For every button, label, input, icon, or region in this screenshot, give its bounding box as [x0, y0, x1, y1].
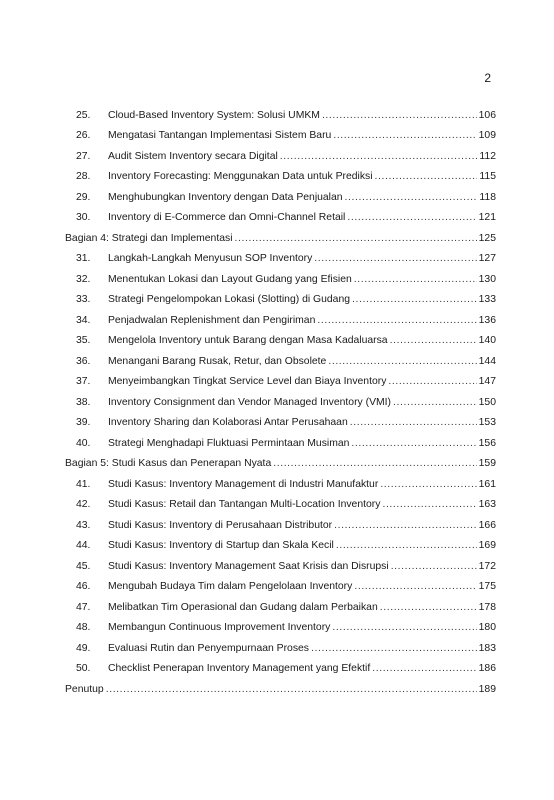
toc-entry-number: 32.	[76, 273, 91, 285]
toc-entry-title: Studi Kasus: Inventory di Perusahaan Distributor	[108, 519, 333, 531]
toc-entry-title: Menghubungkan Inventory dengan Data Penjualan	[108, 191, 343, 203]
toc-entry-page: 169	[478, 540, 496, 551]
toc-entry-title: Cloud-Based Inventory System: Solusi UMKM	[108, 109, 320, 121]
toc-entry-row[interactable]	[65, 491, 496, 512]
toc-entry-number: 40.	[76, 437, 91, 449]
dot-leader	[333, 130, 476, 142]
dot-leader	[382, 499, 476, 511]
toc-entry-number: 28.	[76, 171, 91, 182]
toc-entry-title: Evaluasi Rutin dan Penyempurnaan Proses	[108, 642, 310, 654]
toc-entry-title: Strategi Pengelompokan Lokasi (Slotting) di Gudang	[108, 294, 351, 305]
toc-entry-row[interactable]	[65, 286, 496, 307]
toc-entry-number: 45.	[76, 560, 91, 572]
toc-entry-row[interactable]	[65, 265, 496, 286]
dot-leader	[280, 151, 478, 163]
toc-entry-page: 150	[478, 396, 496, 408]
toc-entry-row[interactable]	[65, 368, 496, 389]
toc-entry-row[interactable]	[65, 429, 496, 450]
toc-entry-row[interactable]	[65, 347, 496, 368]
toc-entry-title: Inventory Consignment dan Vendor Managed Inventory (VMI)	[108, 396, 392, 408]
toc-entry-page: 180	[478, 622, 496, 633]
dot-leader	[347, 212, 476, 224]
toc-entry-title: Studi Kasus: Retail dan Tantangan Multi-Location Inventory	[108, 499, 381, 510]
toc-entry-page: 163	[478, 499, 496, 510]
toc-entry-page: 140	[478, 335, 496, 346]
toc-entry-row[interactable]	[65, 142, 496, 163]
toc-entry-row[interactable]	[65, 306, 496, 327]
toc-entry-row[interactable]	[65, 573, 496, 594]
toc-entry-title: Penjadwalan Replenishment dan Pengiriman	[108, 314, 316, 326]
dot-leader	[273, 458, 476, 470]
toc-entry-title: Inventory di E-Commerce dan Omni-Channel Retail	[108, 212, 346, 223]
toc-entry-page: 153	[478, 417, 496, 428]
toc-entry-title: Langkah-Langkah Menyusun SOP Inventory	[108, 253, 313, 264]
toc-entry-number: 36.	[76, 355, 91, 367]
dot-leader	[317, 315, 476, 327]
toc-entry-row[interactable]	[65, 183, 496, 204]
dot-leader	[354, 581, 476, 593]
toc-entry-row[interactable]	[65, 655, 496, 676]
toc-entry-title: Menyeimbangkan Tingkat Service Level dan Biaya Inventory	[108, 376, 387, 387]
toc-section-row[interactable]	[65, 224, 496, 245]
dot-leader	[380, 602, 477, 614]
toc-entry-page: 112	[479, 150, 496, 162]
dot-leader	[106, 684, 477, 696]
toc-entry-page: 109	[478, 130, 496, 141]
dot-leader	[375, 171, 478, 183]
toc-entry-number: 38.	[76, 396, 91, 408]
toc-entry-title: Menentukan Lokasi dan Layout Gudang yang Efisien	[108, 273, 352, 285]
toc-entry-row[interactable]	[65, 634, 496, 655]
toc-entry-title: Audit Sistem Inventory secara Digital	[108, 150, 278, 162]
toc-entry-number: 47.	[76, 601, 91, 613]
toc-entry-number: 48.	[76, 622, 91, 633]
toc-entry-row[interactable]	[65, 101, 496, 122]
dot-leader	[311, 643, 477, 655]
dot-leader	[314, 253, 476, 265]
toc-entry-row[interactable]	[65, 614, 496, 635]
toc-entry-title: Studi Kasus: Inventory Management di Industri Manufaktur	[108, 478, 379, 490]
dot-leader	[336, 540, 477, 552]
toc-entry-page: 106	[478, 109, 496, 121]
toc-entry-title: Menangani Barang Rusak, Retur, dan Obsolete	[108, 355, 327, 367]
table-of-contents	[65, 101, 496, 696]
toc-entry-row[interactable]	[65, 593, 496, 614]
dot-leader	[334, 520, 477, 532]
toc-entry-row[interactable]	[65, 409, 496, 430]
toc-entry-title: Mengelola Inventory untuk Barang dengan Masa Kadaluarsa	[108, 335, 388, 346]
toc-entry-title: Mengubah Budaya Tim dalam Pengelolaan Inventory	[108, 581, 353, 592]
toc-entry-row[interactable]	[65, 204, 496, 225]
toc-entry-page: 156	[478, 437, 496, 449]
dot-leader	[332, 622, 476, 634]
toc-entry-row[interactable]	[65, 388, 496, 409]
dot-leader	[372, 663, 476, 675]
toc-entry-title: Membangun Continuous Improvement Inventory	[108, 622, 331, 633]
page-number: 2	[484, 71, 491, 85]
toc-entry-page: 186	[478, 663, 496, 674]
toc-entry-page: 136	[478, 314, 496, 326]
toc-entry-page: 115	[479, 171, 496, 182]
toc-entry-row[interactable]	[65, 163, 496, 184]
toc-entry-page: 166	[478, 519, 496, 531]
toc-entry-number: 42.	[76, 499, 91, 510]
toc-entry-title: Inventory Sharing dan Kolaborasi Antar Perusahaan	[108, 417, 348, 428]
dot-leader	[322, 110, 477, 122]
toc-entry-number: 30.	[76, 212, 91, 223]
dot-leader	[391, 561, 477, 573]
dot-leader	[354, 274, 477, 286]
toc-entry-page: 183	[478, 642, 496, 654]
toc-entry-page: 172	[478, 560, 496, 572]
toc-entry-number: 43.	[76, 519, 91, 531]
toc-entry-title: Bagian 5: Studi Kasus dan Penerapan Nyata	[65, 458, 272, 469]
toc-entry-title: Studi Kasus: Inventory Management Saat Krisis dan Disrupsi	[108, 560, 389, 572]
toc-entry-number: 34.	[76, 314, 91, 326]
dot-leader	[345, 192, 478, 204]
toc-entry-title: Melibatkan Tim Operasional dan Gudang dalam Perbaikan	[108, 601, 378, 613]
toc-entry-number: 46.	[76, 581, 91, 592]
toc-section-row[interactable]	[65, 450, 496, 471]
toc-entry-title: Bagian 4: Strategi dan Implementasi	[65, 232, 233, 244]
toc-entry-page: 118	[479, 191, 496, 203]
dot-leader	[388, 376, 476, 388]
toc-entry-title: Mengatasi Tantangan Implementasi Sistem Baru	[108, 130, 332, 141]
toc-entry-number: 26.	[76, 130, 91, 141]
toc-entry-page: 178	[478, 601, 496, 613]
toc-entry-number: 29.	[76, 191, 91, 203]
toc-entry-number: 35.	[76, 335, 91, 346]
toc-entry-page: 144	[478, 355, 496, 367]
toc-entry-page: 133	[478, 294, 496, 305]
toc-entry-number: 37.	[76, 376, 91, 387]
toc-entry-page: 121	[478, 212, 496, 223]
toc-entry-page: 161	[478, 478, 496, 490]
toc-entry-page: 127	[478, 253, 496, 264]
dot-leader	[350, 417, 477, 429]
dot-leader	[380, 479, 476, 491]
toc-entry-row[interactable]	[65, 532, 496, 553]
dot-leader	[328, 356, 476, 368]
toc-entry-row[interactable]	[65, 552, 496, 573]
dot-leader	[351, 438, 476, 450]
toc-entry-title: Penutup	[65, 683, 104, 695]
dot-leader	[393, 397, 477, 409]
toc-entry-number: 44.	[76, 540, 91, 551]
toc-entry-page: 125	[478, 232, 496, 244]
toc-entry-title: Checklist Penerapan Inventory Management yang Efektif	[108, 663, 371, 674]
toc-entry-number: 25.	[76, 109, 91, 121]
dot-leader	[235, 233, 477, 245]
dot-leader	[352, 294, 477, 306]
toc-entry-title: Strategi Menghadapi Fluktuasi Permintaan Musiman	[108, 437, 350, 449]
toc-entry-row[interactable]	[65, 327, 496, 348]
toc-entry-number: 49.	[76, 642, 91, 654]
toc-section-row[interactable]	[65, 675, 496, 696]
toc-entry-title: Studi Kasus: Inventory di Startup dan Skala Kecil	[108, 540, 334, 551]
toc-entry-row[interactable]	[65, 470, 496, 491]
toc-entry-row[interactable]	[65, 122, 496, 143]
toc-entry-page: 130	[478, 273, 496, 285]
toc-entry-number: 41.	[76, 478, 91, 490]
toc-entry-number: 39.	[76, 417, 91, 428]
toc-entry-page: 159	[478, 458, 496, 469]
toc-entry-row[interactable]	[65, 511, 496, 532]
toc-entry-title: Inventory Forecasting: Menggunakan Data untuk Prediksi	[108, 171, 373, 182]
toc-entry-page: 189	[478, 683, 496, 695]
toc-entry-page: 175	[478, 581, 496, 592]
toc-entry-number: 50.	[76, 663, 91, 674]
toc-entry-page: 147	[478, 376, 496, 387]
dot-leader	[390, 335, 477, 347]
toc-entry-number: 31.	[76, 253, 91, 264]
toc-entry-row[interactable]	[65, 245, 496, 266]
toc-entry-number: 27.	[76, 150, 91, 162]
toc-entry-number: 33.	[76, 294, 91, 305]
